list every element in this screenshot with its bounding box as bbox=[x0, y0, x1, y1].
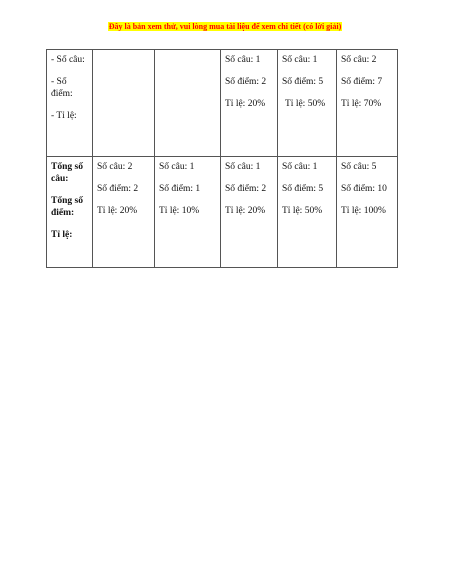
table-cell bbox=[155, 157, 221, 268]
cell-ratio: Tỉ lệ: 20% bbox=[97, 206, 138, 216]
table-cell bbox=[221, 157, 278, 268]
cell-ratio: Tỉ lệ: 10% bbox=[159, 206, 200, 216]
cell-question-count: Số câu: 1 bbox=[225, 55, 261, 65]
table-cell bbox=[155, 50, 221, 157]
cell-question-count: Số câu: 1 bbox=[282, 162, 318, 172]
cell-question-count: Số câu: 2 bbox=[97, 162, 133, 172]
cell-points: Số điểm: 10 bbox=[341, 184, 387, 194]
table-cell bbox=[337, 157, 398, 268]
cell-points: Số điểm: 2 bbox=[225, 77, 267, 87]
table-cell bbox=[278, 50, 337, 157]
cell-points: Số điểm: 2 bbox=[97, 184, 139, 194]
cell-ratio: Tỉ lệ: 100% bbox=[341, 206, 386, 216]
table-cell bbox=[278, 157, 337, 268]
cell-ratio: Tỉ lệ: 20% bbox=[225, 206, 266, 216]
label-ratio: - Tỉ lệ: bbox=[51, 111, 77, 121]
total-label-cell bbox=[47, 157, 93, 268]
cell-question-count: Số câu: 1 bbox=[282, 55, 318, 65]
cell-points: Số điểm: 5 bbox=[282, 184, 324, 194]
cell-ratio: Tỉ lệ: 70% bbox=[341, 99, 382, 109]
cell-points: Số điểm: 5 bbox=[282, 77, 324, 87]
label-total-questions: Tổng số câu: bbox=[51, 162, 83, 184]
preview-banner-text: Đây là bản xem thử, vui lòng mua tài liệu để xem chi tiết (có lời giải) bbox=[108, 22, 342, 31]
cell-ratio: Tỉ lệ: 50% bbox=[285, 99, 326, 109]
table-cell bbox=[221, 50, 278, 157]
table-row bbox=[47, 50, 398, 157]
row-label-cell bbox=[47, 50, 93, 157]
label-question-count: - Số câu: bbox=[51, 55, 85, 65]
table-cell bbox=[93, 157, 155, 268]
label-points: - Số điểm: bbox=[51, 77, 73, 99]
cell-ratio: Tỉ lệ: 20% bbox=[225, 99, 266, 109]
cell-points: Số điểm: 2 bbox=[225, 184, 267, 194]
label-total-points: Tổng số điểm: bbox=[51, 196, 83, 218]
cell-question-count: Số câu: 1 bbox=[225, 162, 261, 172]
cell-question-count: Số câu: 1 bbox=[159, 162, 195, 172]
table-cell bbox=[93, 50, 155, 157]
table-cell bbox=[337, 50, 398, 157]
table-row bbox=[47, 157, 398, 268]
label-total-ratio: Tỉ lệ: bbox=[51, 230, 73, 240]
score-matrix-table bbox=[46, 49, 398, 268]
cell-question-count: Số câu: 5 bbox=[341, 162, 377, 172]
preview-banner bbox=[0, 19, 450, 32]
cell-points: Số điểm: 7 bbox=[341, 77, 383, 87]
cell-ratio: Tỉ lệ: 50% bbox=[282, 206, 323, 216]
cell-question-count: Số câu: 2 bbox=[341, 55, 377, 65]
cell-points: Số điểm: 1 bbox=[159, 184, 201, 194]
